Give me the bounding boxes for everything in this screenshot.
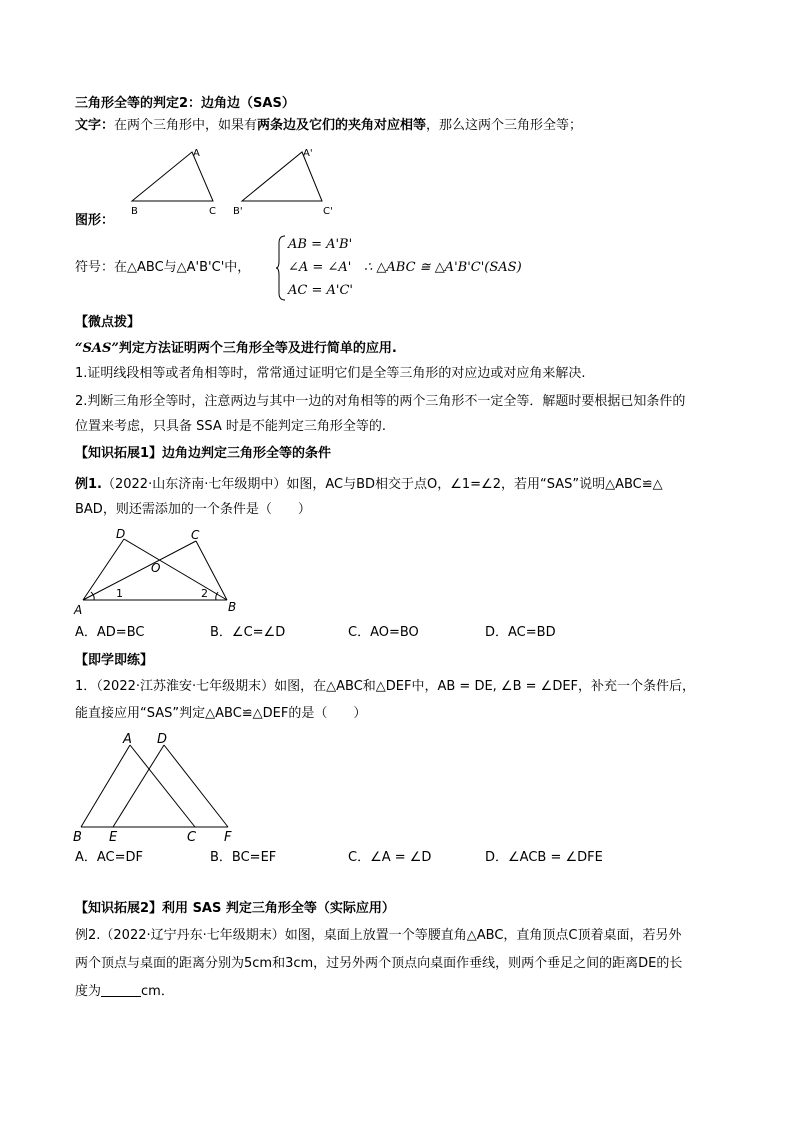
ext2-line3-post: cm． — [141, 984, 174, 999]
ext1-label-o: O — [151, 561, 161, 575]
practice-label-a: A — [123, 732, 132, 747]
practice-label-c: C — [187, 830, 197, 845]
symbol-line-2: ∠A = ∠A' — [288, 260, 352, 275]
brace-icon — [276, 235, 286, 301]
practice-option-d[interactable]: D．∠ACB = ∠DFE — [485, 850, 603, 865]
practice-heading: 【即学即练】 — [75, 653, 154, 668]
label-c-prime: C' — [323, 206, 333, 217]
tip-item-1: 1.证明线段相等或者角相等时，常常通过证明它们是全等三角形的对应边或对应角来解决. — [75, 366, 586, 381]
ext1-example-label: 例1. — [75, 477, 102, 492]
ext2-line3-pre: 度为 — [75, 984, 102, 999]
ext2-line2: 两个顶点与桌面的距离分别为5cm和3cm，过另外两个顶点向桌面作垂线，则两个垂足之间的距离DE的长 — [75, 956, 683, 971]
ext1-option-c[interactable]: C．AO=BO — [348, 625, 419, 640]
label-c: C — [209, 206, 216, 217]
practice-option-c[interactable]: C．∠A = ∠D — [348, 850, 432, 865]
tip-intro — [75, 340, 397, 358]
sas-triangles-figure — [125, 143, 345, 218]
ext1-options — [75, 624, 715, 642]
triangle-abc — [132, 152, 213, 201]
definition-text — [75, 117, 582, 135]
answer-blank[interactable] — [101, 983, 141, 997]
practice-label-f: F — [224, 830, 232, 845]
label-b: B — [131, 206, 138, 217]
ext1-label-2: 2 — [201, 587, 208, 600]
practice-label-e: E — [109, 830, 118, 845]
ext1-option-b[interactable]: B．∠C=∠D — [210, 625, 286, 640]
symbol-line-3: AC = A'C' — [288, 283, 353, 298]
ext1-label-b: B — [228, 600, 237, 614]
symbol-conclusion: ∴ △ABC ≅ △A'B'C'(SAS) — [364, 260, 522, 275]
tip-intro-quote: “SAS” — [75, 341, 119, 356]
symbol-line-1: AB = A'B' — [288, 237, 353, 252]
tip-heading: 【微点拨】 — [75, 315, 141, 330]
definition-emphasis: 两条边及它们的夹角对应相等 — [257, 118, 427, 133]
practice-label-b: B — [73, 830, 82, 845]
ext1-label-a: A — [74, 603, 83, 617]
figure-label: 图形： — [75, 213, 115, 228]
practice-figure — [68, 728, 243, 846]
ext1-example-line1 — [75, 476, 663, 494]
tip-item-2: 2.判断三角形全等时，注意两边与其中一边的对角相等的两个三角形不一定全等．解题时要根据已知条件的 — [75, 394, 686, 409]
ext1-figure — [70, 525, 245, 617]
tip-intro-text: 判定方法证明两个三角形全等及进行简单的应用. — [118, 341, 397, 356]
practice-label-d: D — [157, 732, 168, 747]
ext1-label-1: 1 — [116, 587, 123, 600]
definition-pre: 在两个三角形中，如果有 — [114, 118, 258, 133]
definition-post: ，那么这两个三角形全等； — [426, 118, 583, 133]
ext2-heading: 【知识拓展2】利用 SAS 判定三角形全等（实际应用） — [75, 901, 395, 916]
definition-label: 文字： — [75, 118, 115, 133]
label-a-prime: A' — [303, 148, 313, 159]
ext2-line1: 例2.（2022·辽宁丹东·七年级期末）如图，桌面上放置一个等腰直角△ABC，直角顶点C顶着桌面，若另外 — [75, 928, 682, 943]
section-title: 三角形全等的判定2：边角边（SAS） — [75, 96, 295, 111]
practice-option-b[interactable]: B．BC=EF — [210, 850, 277, 865]
symbol-prefix: 符号：在△ABC与△A'B'C'中， — [75, 260, 251, 275]
ext2-line3 — [75, 983, 174, 1001]
label-b-prime: B' — [233, 206, 243, 217]
tip-item-3: 位置来考虑，只具备 SSA 时是不能判定三角形全等的. — [75, 419, 387, 434]
triangle-abc-prime — [242, 152, 322, 201]
ext1-label-c: C — [191, 528, 200, 542]
ext1-option-d[interactable]: D．AC=BD — [485, 625, 556, 640]
practice-options — [75, 849, 715, 867]
practice-line2: 能直接应用“SAS”判定△ABC≌△DEF的是（ ） — [75, 706, 367, 721]
ext1-label-d: D — [116, 527, 126, 541]
label-a: A — [193, 148, 200, 159]
ext1-example-line2: BAD，则还需添加的一个条件是（ ） — [75, 502, 311, 517]
ext1-heading: 【知识拓展1】边角边判定三角形全等的条件 — [75, 446, 332, 461]
ext1-option-a[interactable]: A．AD=BC — [75, 625, 145, 640]
practice-option-a[interactable]: A．AC=DF — [75, 850, 144, 865]
ext1-example-text: （2022·山东济南·七年级期中）如图，AC与BD相交于点O，∠1=∠2，若用“SAS”说明△ABC≌△ — [101, 477, 663, 492]
practice-line1: 1．（2022·江苏淮安·七年级期末）如图，在△ABC和△DEF中，AB = DE, ∠B = ∠DEF，补充一个条件后， — [75, 679, 696, 694]
